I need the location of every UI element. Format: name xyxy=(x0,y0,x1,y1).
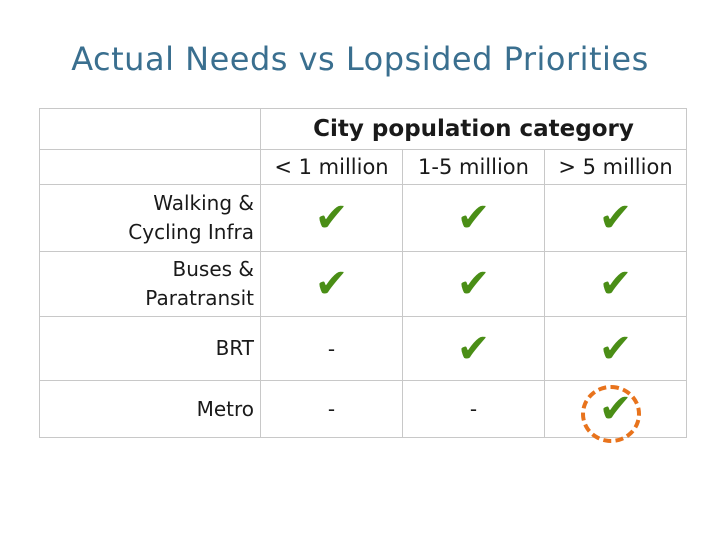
checkmark-icon: ✔ xyxy=(456,195,491,241)
column-header-large: > 5 million xyxy=(545,150,687,185)
dash-mark: - xyxy=(327,336,336,361)
checkmark-icon: ✔ xyxy=(598,261,633,307)
table-cell xyxy=(545,252,687,317)
table-cell xyxy=(261,185,403,252)
corner-cell xyxy=(40,109,261,150)
row-label-line: Buses & xyxy=(172,257,254,281)
corner-cell-2 xyxy=(40,150,261,185)
table-cell xyxy=(545,317,687,381)
dash-mark: - xyxy=(327,397,336,421)
checkmark-icon: ✔ xyxy=(314,261,349,307)
needs-table xyxy=(39,108,687,438)
table-cell xyxy=(261,252,403,317)
column-header-medium: 1-5 million xyxy=(403,150,545,185)
table-row xyxy=(40,252,687,317)
table-row xyxy=(40,185,687,252)
row-label-line: Metro xyxy=(196,396,254,421)
row-label xyxy=(40,185,261,252)
table-cell xyxy=(545,185,687,252)
row-label-line: BRT xyxy=(215,336,254,360)
row-label xyxy=(40,317,261,381)
checkmark-icon: ✔ xyxy=(456,261,491,307)
table-row xyxy=(40,317,687,381)
row-label xyxy=(40,381,261,438)
table-cell xyxy=(261,381,403,438)
table-cell xyxy=(403,381,545,438)
table-cell xyxy=(403,185,545,252)
table-cell xyxy=(261,317,403,381)
table-row xyxy=(40,381,687,438)
dash-mark: - xyxy=(469,397,478,421)
slide-title: Actual Needs vs Lopsided Priorities xyxy=(71,40,649,78)
checkmark-icon: ✔ xyxy=(598,325,633,372)
table-cell xyxy=(403,317,545,381)
checkmark-icon: ✔ xyxy=(314,195,349,241)
table-cell-highlighted xyxy=(545,381,687,438)
row-label xyxy=(40,252,261,317)
row-label-line: Walking & xyxy=(153,191,254,215)
table-cell xyxy=(403,252,545,317)
category-header: City population category xyxy=(261,109,687,150)
checkmark-icon: ✔ xyxy=(456,325,491,372)
row-label-line: Paratransit xyxy=(145,286,254,310)
column-header-small: < 1 million xyxy=(261,150,403,185)
checkmark-icon: ✔ xyxy=(598,195,633,241)
checkmark-icon: ✔ xyxy=(598,386,633,432)
row-label-line: Cycling Infra xyxy=(128,220,254,244)
